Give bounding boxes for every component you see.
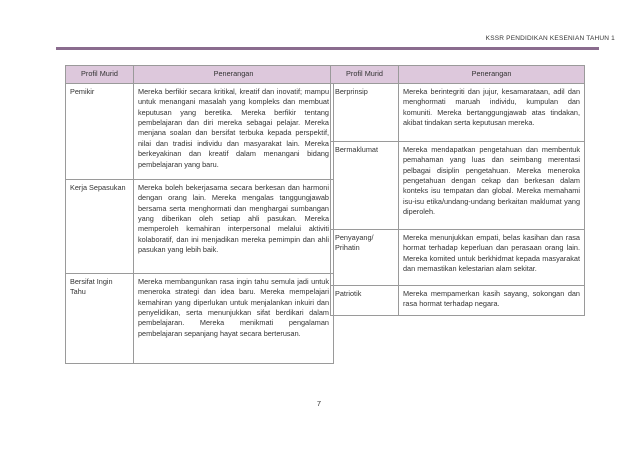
- table-row: [66, 84, 334, 180]
- header-rule: [56, 47, 599, 50]
- column-header-profil: Profil Murid: [66, 66, 134, 84]
- table-row: [331, 286, 585, 316]
- page-number: 7: [316, 399, 322, 408]
- profile-name: Berprinsip: [331, 84, 399, 142]
- table-row: [66, 274, 334, 364]
- profile-name: Bermaklumat: [331, 142, 399, 230]
- profile-table-left: [65, 65, 334, 364]
- column-header-profil: Profil Murid: [331, 66, 399, 84]
- profile-description: Mereka berintegriti dan jujur, kesamarataan, adil dan menghormati maruah individu, kumpulan dan komuniti. Mereka bertanggungjawab atas tindakan, akibat tindakan serta keputusan mereka.: [399, 84, 585, 142]
- profile-name: Kerja Sepasukan: [66, 180, 134, 274]
- table-header-row: [66, 66, 334, 84]
- column-header-penerangan: Penerangan: [399, 66, 585, 84]
- profile-name: Patriotik: [331, 286, 399, 316]
- profile-name: Bersifat Ingin Tahu: [66, 274, 134, 364]
- profile-description: Mereka membangunkan rasa ingin tahu semula jadi untuk meneroka strategi dan idea baru. Mereka mempelajari kemahiran yang diperlukan untuk menjalankan inkuiri dan penyelidikan, serta menunjukkan sifat berdikari dalam pembelajaran. Mereka menikmati pengalaman pembelajaran sepanjang hayat secara berterusan.: [134, 274, 334, 364]
- profile-description: Mereka berfikir secara kritikal, kreatif dan inovatif; mampu untuk menangani masalah yang kompleks dan membuat keputusan yang beretika. Mereka berfikir tentang pembelajaran dan diri mereka sebagai pelajar. Mereka menjana soalan dan bersifat terbuka kepada perspektif, nilai dan tradisi individu dan masyarakat lain. Mereka berkeyakinan dan kreatif dalam menangani bidang pembelajaran yang baru.: [134, 84, 334, 180]
- table-row: [331, 230, 585, 286]
- profile-description: Mereka mendapatkan pengetahuan dan membentuk pemahaman yang luas dan seimbang merentasi pelbagai disiplin pengetahuan. Mereka meneroka pengetahuan dengan cekap dan berkesan dalam konteks isu tempatan dan global. Mereka memahami isu-isu etika/undang-undang berkaitan maklumat yang diperoleh.: [399, 142, 585, 230]
- profile-description: Mereka boleh bekerjasama secara berkesan dan harmoni dengan orang lain. Mereka mengalas tanggungjawab bersama serta menghormati dan menghargai sumbangan yang diberikan oleh setiap ahli pasukan. Mereka memperoleh kemahiran interpersonal melalui aktiviti kolaboratif, dan ini menjadikan mereka pemimpin dan ahli pasukan yang lebih baik.: [134, 180, 334, 274]
- profile-table-right: [330, 65, 585, 316]
- profile-name: Pemikir: [66, 84, 134, 180]
- profile-description: Mereka mempamerkan kasih sayang, sokongan dan rasa hormat terhadap negara.: [399, 286, 585, 316]
- table-row: [331, 142, 585, 230]
- column-header-penerangan: Penerangan: [134, 66, 334, 84]
- table-row: [331, 84, 585, 142]
- profile-description: Mereka menunjukkan empati, belas kasihan dan rasa hormat terhadap keperluan dan perasaan orang lain. Mereka komited untuk berkhidmat kepada masyarakat dan memastikan kelestarian alam sekitar.: [399, 230, 585, 286]
- document-header: KSSR PENDIDIKAN KESENIAN TAHUN 1: [485, 35, 615, 42]
- profile-name: Penyayang/ Prihatin: [331, 230, 399, 286]
- table-header-row: [331, 66, 585, 84]
- table-row: [66, 180, 334, 274]
